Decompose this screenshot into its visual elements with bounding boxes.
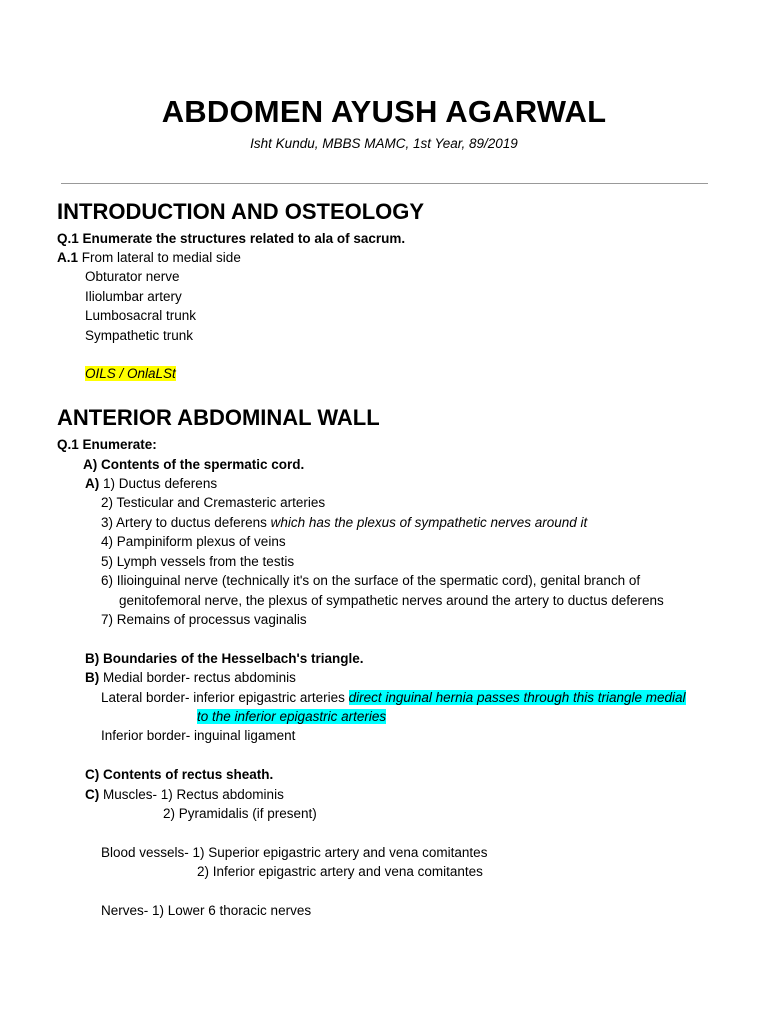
list-item: Iliolumbar artery [85,289,182,304]
list-item: 5) Lymph vessels from the testis [101,554,295,569]
answer-1: A.1 From lateral to medial side [57,250,241,265]
part-b-heading: B) Boundaries of the Hesselbach's triangle. [85,651,364,666]
list-item: Obturator nerve [85,269,180,284]
nerves-line: Nerves- 1) Lower 6 thoracic nerves [101,903,312,918]
list-item: 3) Artery to ductus deferens which has the plexus of sympathetic nerves around it [101,515,588,530]
section-heading-osteology: INTRODUCTION AND OSTEOLOGY [57,199,425,224]
blood-vessels-line: Blood vessels- 1) Superior epigastric artery and vena comitantes [101,845,488,860]
question-1: Q.1 Enumerate the structures related to ala of sacrum. [57,231,406,246]
section-heading-abdominal-wall: ANTERIOR ABDOMINAL WALL [57,405,380,430]
lateral-border: Lateral border- inferior epigastric arteries direct inguinal hernia passes through this triangle medial [101,690,686,705]
list-item-continuation: genitofemoral nerve, the plexus of sympathetic nerves around the artery to ductus deferens [119,593,664,608]
document-title: ABDOMEN AYUSH AGARWAL [161,94,607,129]
list-item: 6) Ilioinguinal nerve (technically it's on the surface of the spermatic cord), genital branch of [101,573,641,588]
list-item: 2) Testicular and Cremasteric arteries [101,495,326,510]
question-enumerate: Q.1 Enumerate: [57,437,157,452]
list-item: 4) Pampiniform plexus of veins [101,534,286,549]
horizontal-divider [61,183,708,184]
muscles-line-2: 2) Pyramidalis (if present) [163,806,317,821]
blood-vessels-line-2: 2) Inferior epigastric artery and vena comitantes [197,864,483,879]
part-a-heading: A) Contents of the spermatic cord. [83,457,305,472]
list-item: A) 1) Ductus deferens [85,476,218,491]
list-item: Sympathetic trunk [85,328,194,343]
part-c-heading: C) Contents of rectus sheath. [85,767,274,782]
inferior-border: Inferior border- inguinal ligament [101,728,296,743]
lateral-border-note: to the inferior epigastric arteries [197,709,387,724]
muscles-line: C) Muscles- 1) Rectus abdominis [85,787,284,802]
list-item: 7) Remains of processus vaginalis [101,612,307,627]
document-subtitle: Isht Kundu, MBBS MAMC, 1st Year, 89/2019 [250,136,518,151]
list-item: Lumbosacral trunk [85,308,197,323]
medial-border: B) Medial border- rectus abdominis [85,670,296,685]
mnemonic: OILS / OnlaLSt [85,366,176,381]
